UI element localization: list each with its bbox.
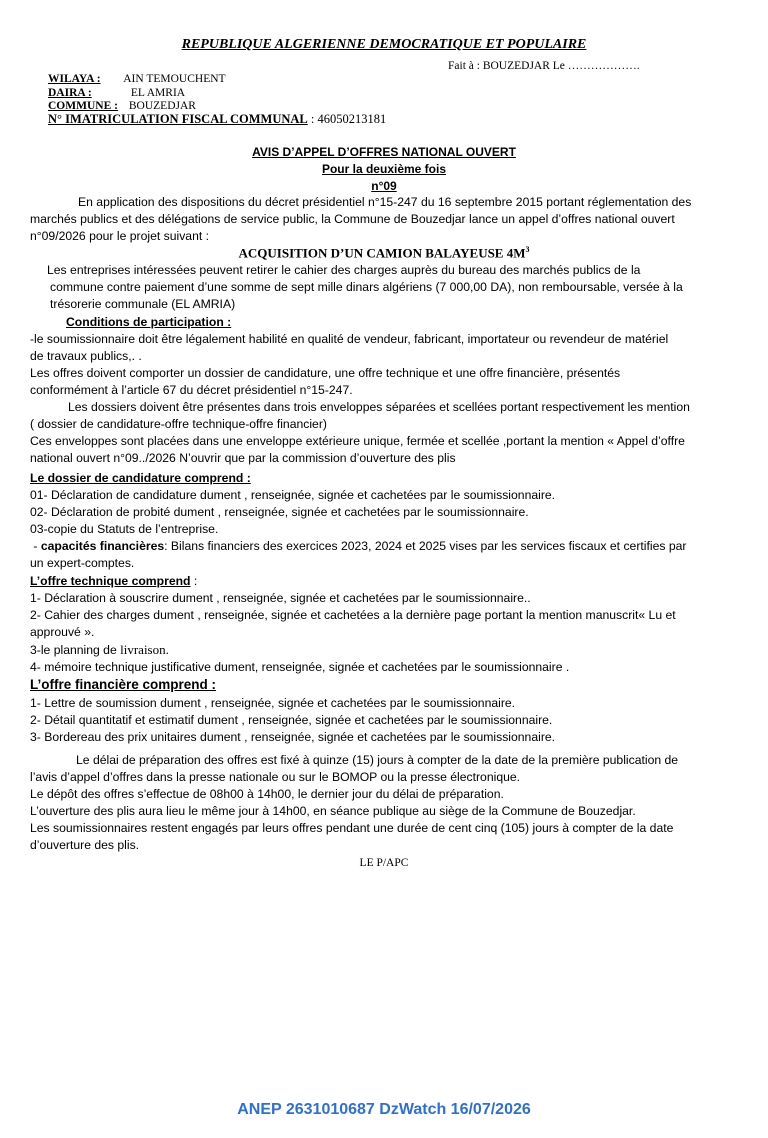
list-item: 03-copie du Statuts de l’entreprise. xyxy=(30,522,219,536)
text-line: national ouvert n°09../2026 N’ouvrir que par la commission d’ouverture des plis xyxy=(30,451,456,465)
fiscal-id-row xyxy=(48,112,386,127)
project-title xyxy=(0,245,768,261)
list-item: 1- Lettre de soumission dument , renseignée, signée et cachetées par le soumissionnaire. xyxy=(30,696,516,710)
text-line: Les offres doivent comporter un dossier de candidature, une offre technique et une offre financière, présentés xyxy=(30,366,621,380)
text-line: Le dépôt des offres s’effectue de 08h00 à 14h00, le dernier jour du délai de préparation. xyxy=(30,787,504,801)
technical-heading-suffix: : xyxy=(190,574,198,588)
text-line: commune contre paiement d’une somme de sept mille dinars algériens (7 000,00 DA), non remboursable, versée à la xyxy=(50,280,683,294)
candidature-heading: Le dossier de candidature comprend : xyxy=(30,471,251,485)
conditions-heading: Conditions de participation : xyxy=(66,315,232,329)
list-item: approuvé ». xyxy=(30,625,95,639)
intro-paragraph xyxy=(30,194,742,245)
notice-number: n°09 xyxy=(371,179,397,193)
fiscal-id-label: N° IMATRICULATION FISCAL COMMUNAL xyxy=(48,112,308,126)
project-title-text: ACQUISITION D’UN CAMION BALAYEUSE 4M xyxy=(238,245,526,261)
signature-line: LE P/APC xyxy=(359,857,409,869)
technical-heading: L’offre technique comprend xyxy=(30,574,191,588)
notice-title: AVIS D’APPEL D’OFFRES NATIONAL OUVERT xyxy=(252,145,516,159)
anep-footer: ANEP 2631010687 DzWatch 16/07/2026 xyxy=(237,1101,531,1118)
technical-offer-block xyxy=(30,573,742,676)
text-line: -le soumissionnaire doit être légalement habilité en qualité de vendeur, fabricant, importateur ou revendeur de matériel xyxy=(30,332,669,346)
financial-heading: L’offre financière comprend : xyxy=(30,677,217,692)
conditions-heading-row xyxy=(30,314,231,331)
list-item xyxy=(30,641,742,659)
list-item: - capacités financières: Bilans financiers des exercices 2023, 2024 et 2025 vises par les services fiscaux et certifies par xyxy=(30,539,687,553)
commune-value: BOUZEDJAR xyxy=(128,100,196,112)
text-line: trésorerie communale (EL AMRIA) xyxy=(50,297,236,311)
republic-header: REPUBLIQUE ALGERIENNE DEMOCRATIQUE ET POPULAIRE xyxy=(181,37,587,52)
withdrawal-paragraph xyxy=(47,262,762,313)
text-line: Les dossiers doivent être présentes dans trois enveloppes séparées et scellées portant respectivement les mention xyxy=(68,400,690,414)
list-item: 02- Déclaration de probité dument , renseignée, signée et cachetées par le soumissionnaire. xyxy=(30,505,529,519)
daira-row xyxy=(48,87,185,99)
text-line: Les entreprises intéressées peuvent retirer le cahier des charges auprès du bureau des marchés publics de la xyxy=(47,263,641,277)
financial-offer-block xyxy=(30,695,742,746)
commune-row xyxy=(48,100,196,112)
fiscal-id-value: : 46050213181 xyxy=(310,112,387,126)
place-date-line: Fait à : BOUZEDJAR Le ………………. xyxy=(448,60,640,72)
list-item: 4- mémoire technique justificative dument, renseignée, signée et cachetées par le soumissionnaire . xyxy=(30,660,570,674)
text-line: Le délai de préparation des offres est fixé à quinze (15) jours à compter de la date de la première publication de xyxy=(76,753,679,767)
list-item: 1- Déclaration à souscrire dument , renseignée, signée et cachetées par le soumissionnaire.. xyxy=(30,591,531,605)
list-item: 2- Cahier des charges dument , renseignée, signée et cachetées a la dernière page portant la mention manuscrit« Lu et xyxy=(30,608,676,622)
list-item: 01- Déclaration de candidature dument , renseignée, signée et cachetées par le soumissionnaire. xyxy=(30,488,556,502)
commune-label: COMMUNE : xyxy=(48,100,118,112)
text-line: Ces enveloppes sont placées dans une enveloppe extérieure unique, fermée et scellée ,portant la mention « Appel d’offre xyxy=(30,434,685,448)
planning-livraison: livraison. xyxy=(120,642,169,657)
conditions-block xyxy=(30,331,742,467)
list-item: 2- Détail quantitatif et estimatif dument , renseignée, signée et cachetées par le soumissionnaire. xyxy=(30,713,553,727)
text-line: de travaux publics,. . xyxy=(30,349,142,363)
text-line: conformément à l’article 67 du décret présidentiel n°15-247. xyxy=(30,383,353,397)
financial-heading-row xyxy=(30,677,742,692)
planning-text: 3-le planning de xyxy=(30,643,121,657)
candidature-block xyxy=(30,470,742,572)
text-line: d’ouverture des plis. xyxy=(30,838,140,852)
text-line: ( dossier de candidature-offre technique-offre financier) xyxy=(30,417,327,431)
text-line: L’ouverture des plis aura lieu le même jour à 14h00, en séance publique au siège de la Commune de Bouzedjar. xyxy=(30,804,636,818)
text-line: marchés publics et des délégations de service public, la Commune de Bouzedjar lance un appel d’offres national ouvert xyxy=(30,212,675,226)
wilaya-value: AIN TEMOUCHENT xyxy=(123,73,226,85)
technical-heading-row xyxy=(30,573,742,590)
financial-capacity-label: capacités financières xyxy=(40,539,165,553)
text-line: En application des dispositions du décret présidentiel n°15-247 du 16 septembre 2015 portant réglementation des xyxy=(78,195,692,209)
text-line: n°09/2026 pour le projet suivant : xyxy=(30,229,210,243)
list-item: 3- Bordereau des prix unitaires dument , renseignée, signée et cachetées par le soumissionnaire. xyxy=(30,730,556,744)
daira-value: EL AMRIA xyxy=(130,87,186,99)
list-item: un expert-comptes. xyxy=(30,556,135,570)
wilaya-label: WILAYA : xyxy=(48,73,101,85)
text-line: l’avis d’appel d’offres dans la presse nationale ou sur le BOMOP ou la presse électronique. xyxy=(30,770,521,784)
project-title-superscript: 3 xyxy=(525,245,530,254)
text-line: Les soumissionnaires restent engagés par leurs offres pendant une durée de cent cinq (105) jours à compter de la date xyxy=(30,821,674,835)
second-time-subtitle: Pour la deuxième fois xyxy=(321,162,447,176)
daira-label: DAIRA : xyxy=(48,87,92,99)
financial-capacity-text: : Bilans financiers des exercices 2023, 2024 et 2025 vises par les services fiscaux et certifies par xyxy=(164,539,687,553)
deadlines-block xyxy=(30,752,742,854)
wilaya-row xyxy=(48,73,226,85)
